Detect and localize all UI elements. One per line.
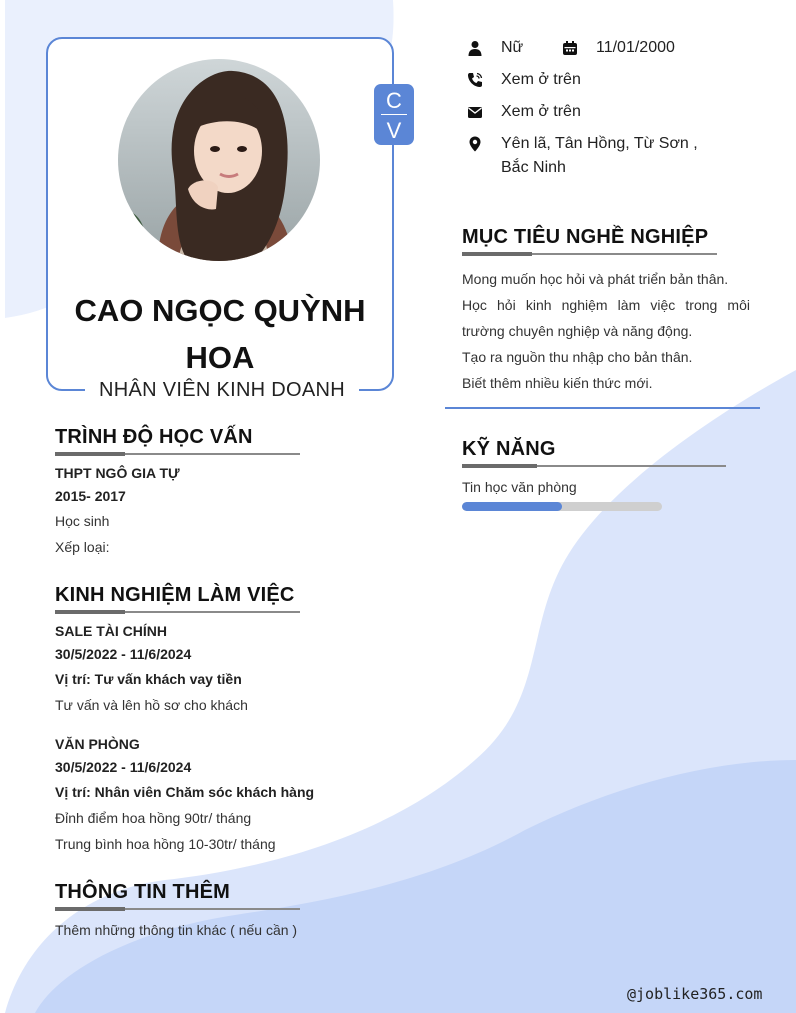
candidate-name: CAO NGỌC QUỲNH HOA xyxy=(74,293,366,375)
objective-line: Tạo ra nguồn thu nhập cho bản thân. xyxy=(462,349,693,365)
job-position: Vị trí: Tư vấn khách vay tiền xyxy=(55,671,242,687)
email-item xyxy=(467,100,581,124)
gender-value: Nữ xyxy=(501,39,524,56)
job-position: Vị trí: Nhân viên Chăm sóc khách hàng xyxy=(55,784,315,800)
profile-card xyxy=(46,37,394,401)
skill-level-bar xyxy=(462,502,662,511)
birthdate-item xyxy=(562,36,675,60)
education-major: Học sinh xyxy=(55,513,110,529)
location-pin-icon xyxy=(467,136,483,152)
email-value: Xem ở trên xyxy=(501,103,581,120)
objective-title: MỤC TIÊU NGHỀ NGHIỆP xyxy=(462,226,709,248)
job-detail: Trung bình hoa hồng 10-30tr/ tháng xyxy=(55,836,276,852)
section-divider xyxy=(445,407,760,409)
objective-underline xyxy=(462,253,717,255)
gender-item xyxy=(467,36,523,60)
skills-underline xyxy=(462,465,726,467)
skill-level-fill xyxy=(462,502,562,511)
cv-badge xyxy=(374,84,414,145)
address-item xyxy=(467,132,727,180)
education-school: THPT NGÔ GIA TỰ xyxy=(55,465,180,481)
objective-line: Mong muốn học hỏi và phát triển bản thân. xyxy=(462,271,729,287)
avatar xyxy=(118,59,320,261)
additional-title: THÔNG TIN THÊM xyxy=(55,881,231,903)
job-period: 30/5/2022 - 11/6/2024 xyxy=(55,646,192,662)
phone-value: Xem ở trên xyxy=(501,71,581,88)
job-period: 30/5/2022 - 11/6/2024 xyxy=(55,759,192,775)
skill-name: Tin học văn phòng xyxy=(462,479,577,495)
objective-line: Biết thêm nhiều kiến thức mới. xyxy=(462,375,653,391)
education-period: 2015- 2017 xyxy=(55,488,126,504)
mail-icon xyxy=(467,104,483,120)
skills-title: KỸ NĂNG xyxy=(462,438,556,460)
additional-underline xyxy=(55,908,300,910)
job-detail: Tư vấn và lên hồ sơ cho khách xyxy=(55,697,248,713)
education-title: TRÌNH ĐỘ HỌC VẤN xyxy=(55,426,253,448)
job-company: SALE TÀI CHÍNH xyxy=(55,623,167,639)
experience-title: KINH NGHIỆM LÀM VIỆC xyxy=(55,584,295,606)
job-detail: Đỉnh điểm hoa hồng 90tr/ tháng xyxy=(55,810,252,826)
cv-badge-letter-c: C xyxy=(386,88,402,113)
calendar-icon xyxy=(562,40,578,56)
additional-text: Thêm những thông tin khác ( nếu cần ) xyxy=(55,922,298,938)
objective-text xyxy=(462,266,750,396)
education-grade: Xếp loại: xyxy=(55,539,110,555)
candidate-role: NHÂN VIÊN KINH DOANH xyxy=(85,379,359,402)
cv-badge-letter-v: V xyxy=(386,118,402,143)
job-company: VĂN PHÒNG xyxy=(55,736,140,752)
cv-page xyxy=(5,0,796,1013)
address-value: Yên lã, Tân Hồng, Từ Sơn , Bắc Ninh xyxy=(501,135,698,176)
birthdate-value: 11/01/2000 xyxy=(596,39,675,56)
objective-line: Học hỏi kinh nghiệm làm việc trong môi trường chuyên nghiệp và năng động. xyxy=(462,297,750,339)
phone-item xyxy=(467,68,581,92)
watermark: @joblike365.com xyxy=(627,985,763,1003)
experience-underline xyxy=(55,611,300,613)
user-icon xyxy=(467,40,483,56)
phone-icon xyxy=(467,72,483,88)
education-underline xyxy=(55,453,300,455)
